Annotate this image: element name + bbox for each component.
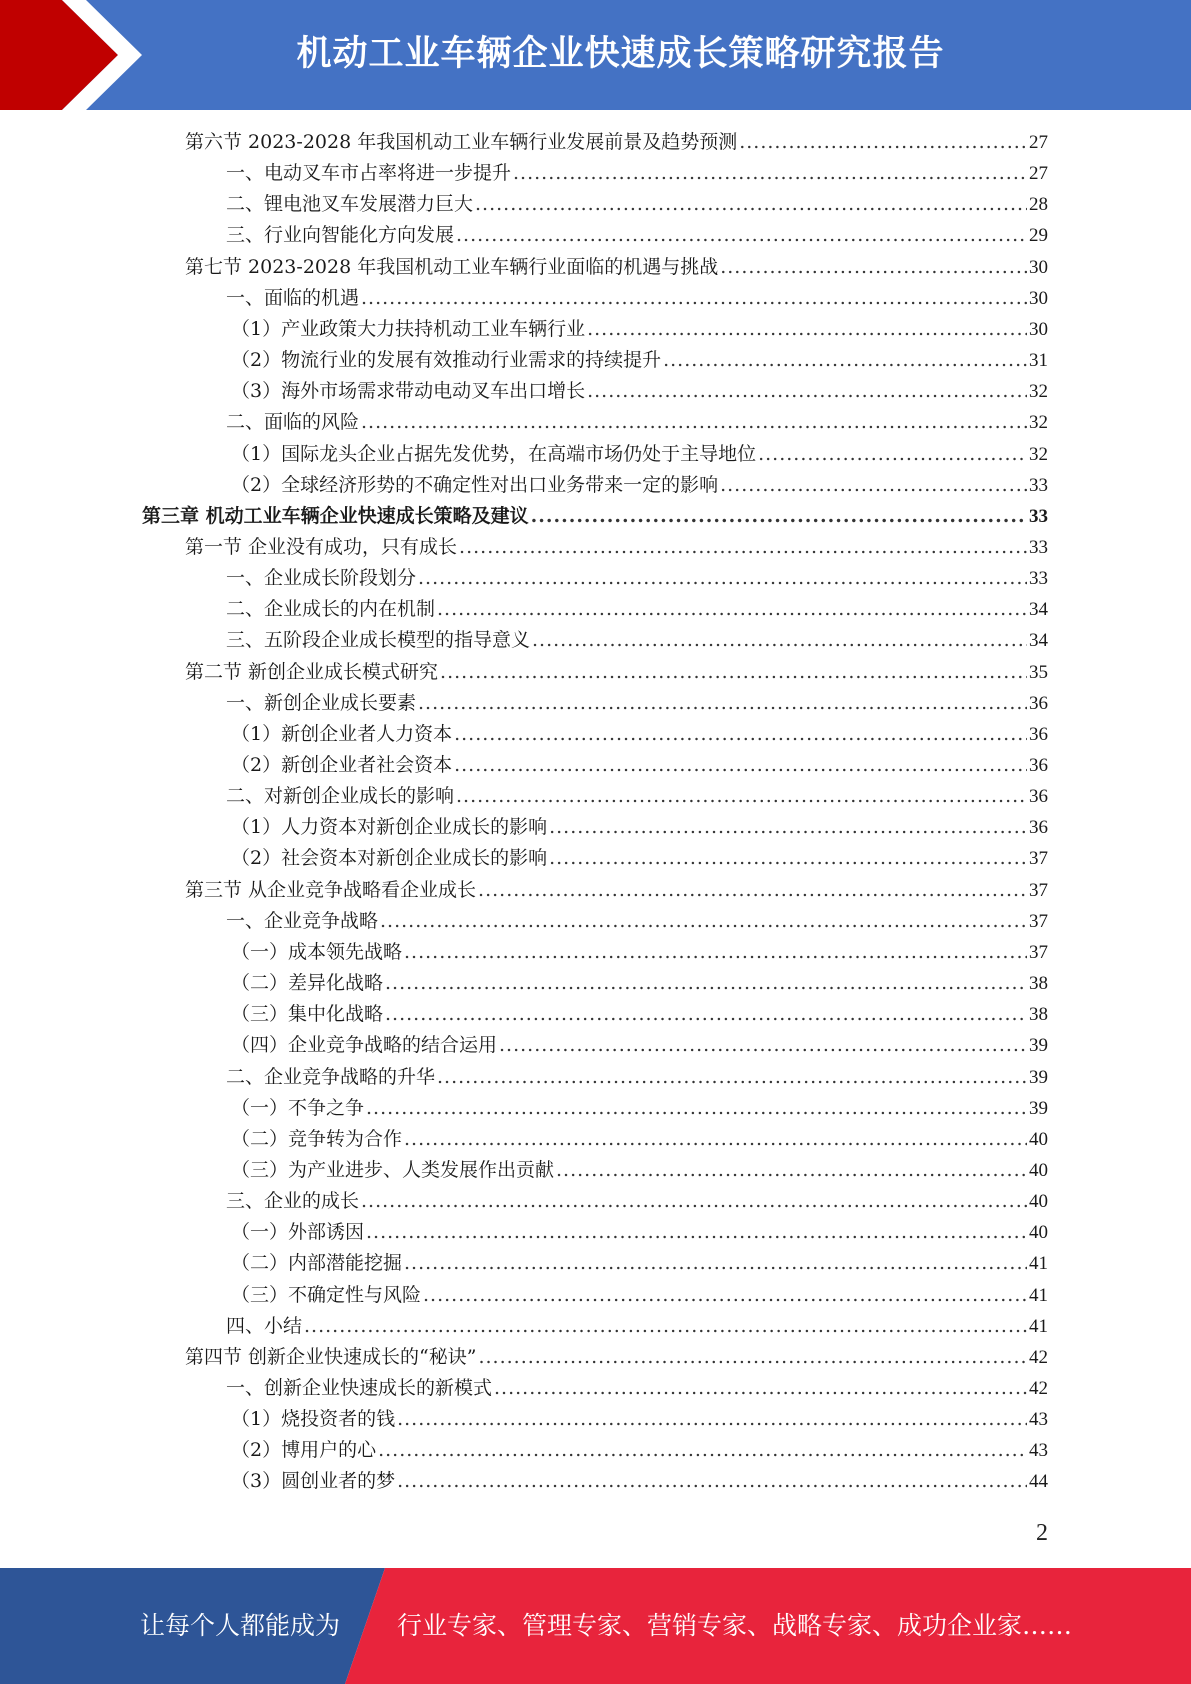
toc-dot-leader — [549, 843, 1027, 874]
toc-entry-page: 33 — [1029, 474, 1048, 496]
toc-entry-page: 39 — [1029, 1097, 1048, 1119]
toc-dot-leader — [459, 532, 1027, 563]
toc-dot-leader — [456, 220, 1027, 251]
toc-entry-title: （1）国际龙头企业占据先发优势，在高端市场仍处于主导地位 — [231, 442, 757, 465]
toc-entry-page: 30 — [1029, 318, 1048, 340]
toc-dot-leader — [587, 376, 1027, 407]
toc-entry-page: 28 — [1029, 194, 1048, 216]
toc-dot-leader — [404, 1124, 1027, 1155]
toc-entry-title: 一、企业成长阶段划分 — [226, 567, 417, 590]
toc-entry-page: 37 — [1029, 941, 1048, 963]
toc-entry-title: （2）新创企业者社会资本 — [231, 754, 453, 776]
toc-dot-leader — [418, 688, 1027, 719]
toc-entry-title: 第二节 新创企业成长模式研究 — [185, 660, 439, 683]
toc-entry-title: 一、企业竞争战略 — [226, 909, 379, 932]
toc-entry[interactable] — [231, 1030, 1048, 1061]
toc-entry[interactable] — [226, 781, 1048, 812]
toc-entry-title: 第一节 企业没有成功，只有成长 — [185, 535, 458, 558]
toc-entry[interactable] — [185, 532, 1048, 563]
toc-entry-title: （2）社会资本对新创企业成长的影响 — [231, 847, 548, 870]
toc-dot-leader — [404, 1248, 1027, 1279]
toc-entry[interactable] — [231, 314, 1048, 345]
toc-entry-title: （二）内部潜能挖掘 — [231, 1252, 403, 1275]
toc-entry-title: 四、小结 — [226, 1314, 303, 1337]
toc-entry-title: （3）圆创业者的梦 — [231, 1470, 396, 1493]
toc-entry[interactable] — [231, 1155, 1048, 1186]
toc-entry-page: 33 — [1029, 568, 1048, 590]
header-arrow-decoration — [0, 0, 160, 110]
toc-dot-leader — [739, 127, 1027, 158]
toc-entry[interactable] — [231, 1404, 1048, 1435]
toc-entry-title: 第七节 2023-2028 年我国机动工业车辆行业面临的机遇与挑战 — [185, 255, 719, 278]
toc-entry-title: （三）不确定性与风险 — [231, 1283, 422, 1306]
toc-entry[interactable] — [226, 688, 1048, 719]
toc-dot-leader — [587, 314, 1027, 345]
toc-entry-title: （一）成本领先战略 — [231, 940, 403, 963]
toc-dot-leader — [456, 781, 1027, 812]
toc-dot-leader — [532, 625, 1027, 656]
toc-entry-title: （三）为产业进步、人类发展作出贡献 — [231, 1158, 555, 1181]
toc-dot-leader — [531, 501, 1027, 532]
toc-entry-title: 二、对新创企业成长的影响 — [226, 785, 455, 808]
toc-entry-title: 二、企业竞争战略的升华 — [226, 1065, 436, 1088]
toc-entry-title: （1）新创企业者人力资本 — [231, 722, 453, 745]
toc-dot-leader — [366, 1093, 1027, 1124]
toc-dot-leader — [361, 1186, 1027, 1217]
toc-entry-page: 36 — [1029, 817, 1048, 839]
toc-entry[interactable] — [226, 625, 1048, 656]
toc-entry-title: （3）海外市场需求带动电动叉车出口增长 — [231, 380, 586, 403]
toc-entry-title: （四）企业竞争战略的结合运用 — [231, 1034, 498, 1057]
toc-entry[interactable] — [231, 345, 1048, 376]
toc-entry[interactable] — [231, 937, 1048, 968]
toc-dot-leader — [478, 875, 1027, 906]
toc-entry-title: 三、企业的成长 — [226, 1190, 360, 1213]
toc-dot-leader — [366, 1217, 1027, 1248]
toc-entry-page: 44 — [1029, 1471, 1048, 1493]
toc-dot-leader — [475, 189, 1027, 220]
toc-dot-leader — [361, 283, 1027, 314]
toc-entry[interactable] — [185, 875, 1048, 906]
toc-entry-page: 33 — [1029, 505, 1048, 527]
toc-dot-leader — [758, 439, 1027, 470]
toc-entry-page: 41 — [1029, 1315, 1048, 1337]
toc-entry-page: 32 — [1029, 443, 1048, 465]
toc-entry[interactable] — [185, 657, 1048, 688]
toc-entry-page: 30 — [1029, 287, 1048, 309]
toc-entry-title: （二）竞争转为合作 — [231, 1127, 403, 1150]
toc-entry-page: 41 — [1029, 1284, 1048, 1306]
toc-entry-title: 一、新创企业成长要素 — [226, 691, 417, 714]
toc-entry[interactable] — [185, 127, 1048, 158]
toc-entry-page: 37 — [1029, 848, 1048, 870]
toc-dot-leader — [418, 563, 1027, 594]
toc-dot-leader — [397, 1466, 1027, 1497]
toc-entry[interactable] — [231, 1435, 1048, 1466]
toc-dot-leader — [499, 1030, 1027, 1061]
toc-dot-leader — [378, 1435, 1027, 1466]
toc-entry[interactable] — [231, 1217, 1048, 1248]
toc-entry-title: 二、企业成长的内在机制 — [226, 598, 436, 621]
toc-entry[interactable] — [231, 1093, 1048, 1124]
toc-entry-title: （三）集中化战略 — [231, 1003, 384, 1026]
toc-entry-page: 40 — [1029, 1159, 1048, 1181]
toc-dot-leader — [385, 999, 1027, 1030]
toc-entry-page: 34 — [1029, 599, 1048, 621]
toc-entry[interactable] — [226, 158, 1048, 189]
toc-entry[interactable] — [231, 843, 1048, 874]
toc-dot-leader — [437, 594, 1027, 625]
toc-dot-leader — [513, 158, 1027, 189]
toc-entry-title: （1）人力资本对新创企业成长的影响 — [231, 816, 548, 839]
toc-dot-leader — [556, 1155, 1027, 1186]
toc-entry-page: 42 — [1029, 1346, 1048, 1368]
toc-entry[interactable] — [231, 968, 1048, 999]
toc-entry-page: 41 — [1029, 1253, 1048, 1275]
toc-entry-page: 29 — [1029, 225, 1048, 247]
toc-entry[interactable] — [231, 470, 1048, 501]
toc-dot-leader — [380, 906, 1027, 937]
toc-entry-page: 37 — [1029, 910, 1048, 932]
toc-entry[interactable] — [226, 1062, 1048, 1093]
toc-entry-title: 第六节 2023-2028 年我国机动工业车辆行业发展前景及趋势预测 — [185, 131, 738, 153]
toc-dot-leader — [720, 470, 1027, 501]
footer-slogan-right: 行业专家、管理专家、营销专家、战略专家、成功企业家…… — [397, 1611, 1073, 1640]
toc-entry[interactable] — [226, 1373, 1048, 1404]
toc-entry-page: 37 — [1029, 879, 1048, 901]
toc-entry-title: （1）烧投资者的钱 — [231, 1408, 396, 1431]
toc-entry-page: 34 — [1029, 630, 1048, 652]
toc-dot-leader — [549, 812, 1027, 843]
toc-entry-page: 33 — [1029, 536, 1048, 558]
toc-entry-page: 40 — [1029, 1191, 1048, 1213]
toc-entry[interactable] — [231, 1280, 1048, 1311]
toc-entry[interactable] — [231, 1466, 1048, 1497]
report-title: 机动工业车辆企业快速成长策略研究报告 — [296, 34, 945, 74]
toc-dot-leader — [663, 345, 1027, 376]
toc-dot-leader — [437, 1062, 1027, 1093]
toc-entry[interactable] — [231, 1248, 1048, 1279]
toc-dot-leader — [304, 1311, 1027, 1342]
toc-entry[interactable] — [226, 906, 1048, 937]
toc-dot-leader — [440, 657, 1027, 688]
toc-entry-page: 35 — [1029, 661, 1048, 683]
toc-entry-page: 32 — [1029, 412, 1048, 434]
toc-entry-page: 39 — [1029, 1066, 1048, 1088]
page-footer — [0, 1568, 1191, 1684]
toc-entry-title: （2）全球经济形势的不确定性对出口业务带来一定的影响 — [231, 473, 719, 496]
toc-entry-page: 36 — [1029, 786, 1048, 808]
toc-dot-leader — [454, 750, 1027, 781]
toc-entry-title: 二、面临的风险 — [226, 411, 360, 434]
toc-entry-title: 第三章 机动工业车辆企业快速成长策略及建议 — [142, 504, 529, 527]
toc-dot-leader — [454, 719, 1027, 750]
toc-entry-page: 31 — [1029, 350, 1048, 372]
footer-slogan-left: 让每个人都能成为 — [140, 1611, 341, 1640]
toc-entry-page: 36 — [1029, 755, 1048, 776]
toc-dot-leader — [361, 407, 1027, 438]
toc-entry[interactable] — [226, 220, 1048, 251]
toc-entry-title: （一）不争之争 — [231, 1096, 365, 1119]
toc-entry-page: 36 — [1029, 692, 1048, 714]
toc-entry-title: 一、电动叉车市占率将进一步提升 — [226, 162, 512, 185]
toc-entry[interactable] — [226, 407, 1048, 438]
toc-entry-title: （一）外部诱因 — [231, 1221, 365, 1244]
toc-chapter-entry[interactable] — [142, 501, 1048, 532]
toc-entry-page: 40 — [1029, 1128, 1048, 1150]
toc-entry-title: 第三节 从企业竞争战略看企业成长 — [185, 878, 477, 901]
toc-entry[interactable] — [231, 812, 1048, 843]
toc-entry[interactable] — [226, 283, 1048, 314]
toc-entry[interactable] — [231, 750, 1048, 781]
toc-entry-page: 40 — [1029, 1222, 1048, 1244]
toc-entry[interactable] — [231, 719, 1048, 750]
toc-dot-leader — [397, 1404, 1027, 1435]
toc-entry[interactable] — [185, 252, 1048, 283]
toc-entry-title: 一、创新企业快速成长的新模式 — [226, 1377, 493, 1399]
toc-entry-page: 27 — [1029, 132, 1048, 153]
toc-entry-page: 38 — [1029, 1004, 1048, 1026]
toc-dot-leader — [404, 937, 1027, 968]
toc-entry-title: 一、面临的机遇 — [226, 286, 360, 309]
toc-entry[interactable] — [226, 1186, 1048, 1217]
toc-dot-leader — [385, 968, 1027, 999]
toc-entry-page: 27 — [1029, 163, 1048, 185]
toc-entry-page: 38 — [1029, 973, 1048, 995]
toc-entry-page: 30 — [1029, 256, 1048, 278]
toc-dot-leader — [478, 1342, 1027, 1373]
toc-dot-leader — [720, 252, 1027, 283]
page-header — [0, 0, 1191, 110]
toc-entry[interactable] — [231, 439, 1048, 470]
toc-entry[interactable] — [226, 1311, 1048, 1342]
toc-entry[interactable] — [231, 1124, 1048, 1155]
toc-entry-page: 32 — [1029, 381, 1048, 403]
toc-entry-title: 二、锂电池叉车发展潜力巨大 — [226, 193, 474, 216]
toc-dot-leader — [423, 1280, 1027, 1311]
toc-entry-title: （2）物流行业的发展有效推动行业需求的持续提升 — [231, 349, 662, 372]
toc-entry-title: 三、五阶段企业成长模型的指导意义 — [226, 629, 531, 652]
toc-entry-title: 第四节 创新企业快速成长的“秘诀” — [185, 1345, 477, 1368]
toc-dot-leader — [494, 1373, 1027, 1404]
toc-entry-page: 36 — [1029, 723, 1048, 745]
toc-entry-page: 43 — [1029, 1440, 1048, 1462]
toc-entry[interactable] — [185, 1342, 1048, 1373]
toc-entry[interactable] — [226, 594, 1048, 625]
page-number: 2 — [1036, 1520, 1048, 1546]
toc-entry-title: （2）博用户的心 — [231, 1439, 377, 1462]
toc-entry[interactable] — [231, 376, 1048, 407]
toc-entry-title: 三、行业向智能化方向发展 — [226, 224, 455, 247]
toc-entry-title: （二）差异化战略 — [231, 972, 384, 995]
toc-entry-page: 39 — [1029, 1035, 1048, 1057]
toc-entry[interactable] — [231, 999, 1048, 1030]
toc-entry[interactable] — [226, 563, 1048, 594]
toc-entry-page: 42 — [1029, 1378, 1048, 1399]
toc-entry-title: （1）产业政策大力扶持机动工业车辆行业 — [231, 317, 586, 340]
toc-entry-page: 43 — [1029, 1409, 1048, 1431]
toc-entry[interactable] — [226, 189, 1048, 220]
